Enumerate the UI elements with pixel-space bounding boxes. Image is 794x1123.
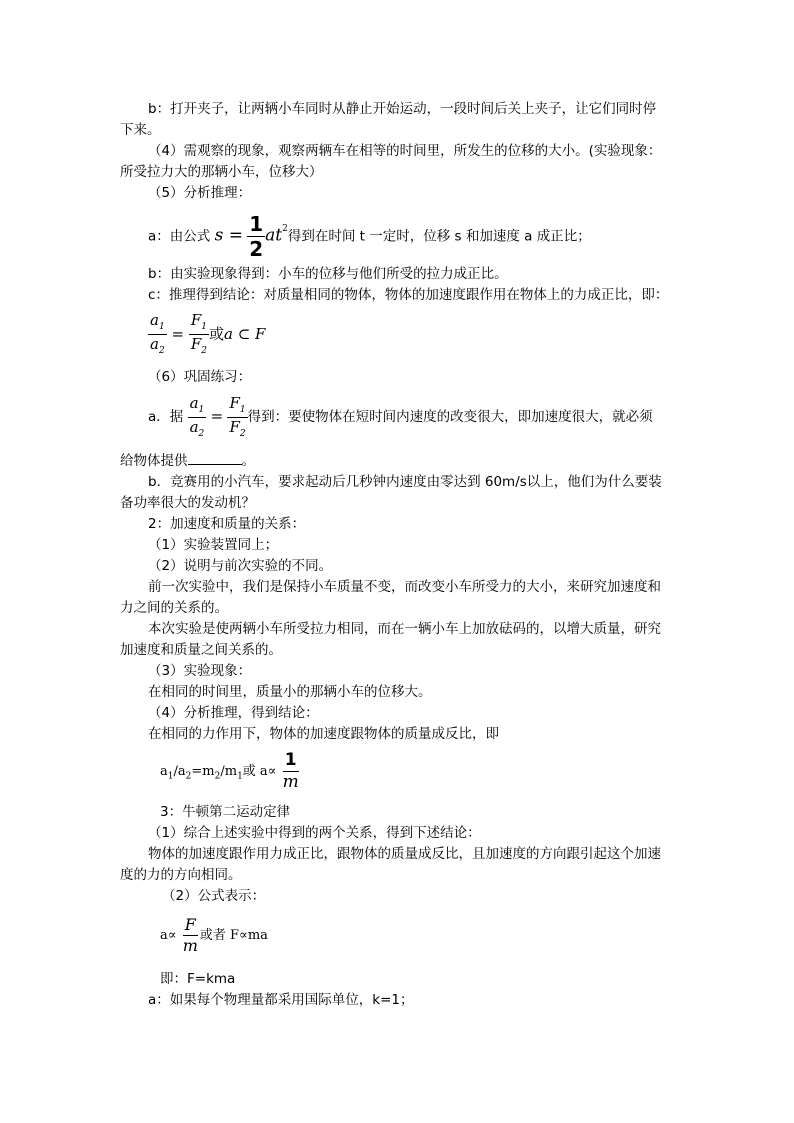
fraction-denominator: m — [282, 772, 299, 792]
formula-text: 或者 F∝ma — [199, 928, 268, 943]
paragraph: 在相同的力作用下，物体的加速度跟物体的质量成反比，即 — [148, 726, 499, 742]
formula-subscript: 1 — [201, 322, 207, 333]
fraction-a1-a2 — [148, 312, 167, 357]
paragraph-fragment: a．据 — [148, 409, 184, 425]
formula-subscript: 1 — [167, 771, 174, 782]
formula-symbol: = — [210, 407, 224, 425]
formula-line-5 — [160, 912, 268, 960]
formula-symbol: = — [171, 325, 185, 343]
formula-subscript: 2 — [239, 428, 246, 439]
formula-symbol: a — [150, 311, 159, 330]
paragraph: （4）需观察的现象，观察两辆车在相等的时间里，所发生的位移的大小。(实验现象： — [148, 143, 662, 159]
formula-subscript: 2 — [185, 771, 192, 782]
formula-text: a — [160, 764, 168, 779]
paragraph: （6）巩固练习： — [148, 369, 252, 385]
formula-text: =m — [191, 764, 215, 779]
formula-text: /m — [220, 764, 238, 779]
paragraph: （4）分析推理，得到结论： — [148, 705, 319, 721]
formula-subscript: 2 — [158, 346, 165, 356]
paragraph: （1）实验装置同上； — [148, 537, 279, 553]
paragraph-fragment: 给物体提供 — [120, 453, 188, 469]
formula-symbol: F — [190, 335, 202, 353]
formula-symbol: F — [229, 417, 240, 436]
paragraph: 2：加速度和质量的关系： — [148, 516, 306, 532]
paragraph: 前一次实验中，我们是保持小车质量不变，而改变小车所受力的大小，来研究加速度和 — [148, 579, 661, 595]
fraction-numerator: 1 — [249, 212, 264, 236]
paragraph: c：推理得到结论：对质量相同的物体，物体的加速度跟作用在物体上的力成正比，即： — [148, 287, 669, 303]
fraction-denominator: 2 — [249, 237, 264, 261]
formula-line-2 — [148, 312, 265, 356]
paragraph: 3：牛顿第二运动定律 — [160, 804, 291, 820]
paragraph-fragment: 得到在时间 t 一定时，位移 s 和加速度 a 成正比； — [287, 228, 591, 245]
fraction-f1-f2 — [189, 312, 209, 357]
paragraph: b．竞赛用的小汽车，要求起动后几秒钟内速度由零达到 60m/s以上，他们为什么要装 — [148, 474, 662, 490]
formula-line-3 — [148, 394, 653, 438]
formula-text: /a — [173, 764, 186, 779]
formula-subscript: 1 — [158, 322, 165, 333]
formula-subscript: 1 — [239, 404, 246, 415]
fraction-half — [247, 213, 265, 260]
formula-line-1 — [148, 210, 591, 261]
fraction-denominator: m — [182, 936, 198, 955]
paragraph: 下来。 — [120, 122, 161, 138]
formula-symbol: at — [265, 225, 283, 246]
paragraph: （5）分析推理： — [148, 185, 252, 201]
paragraph: （3）实验现象： — [148, 663, 252, 679]
fraction-f-over-m — [181, 916, 200, 954]
paragraph: 所受拉力大的那辆小车，位移大） — [120, 164, 323, 180]
paragraph: b：打开夹子，让两辆小车同时从静止开始运动，一段时间后关上夹子，让它们同时停 — [148, 101, 657, 117]
formula-text: 或 — [208, 325, 224, 343]
answer-blank — [188, 451, 242, 465]
paragraph: 物体的加速度跟作用力成正比，跟物体的质量成反比，且加速度的方向跟引起这个加速 — [148, 846, 661, 862]
fraction-f1-f2 — [227, 395, 247, 440]
paragraph-fragment: a：由公式 — [148, 228, 211, 245]
fraction-numerator: F — [184, 915, 196, 935]
formula-symbol: F — [229, 393, 240, 412]
paragraph: （2）公式表示： — [162, 888, 266, 904]
paragraph: 力之间的关系的。 — [120, 600, 228, 616]
paragraph: 度的力的方向相同。 — [120, 867, 242, 883]
paragraph: 加速度和质量之间关系的。 — [120, 642, 282, 658]
formula-subscript: 2 — [198, 428, 205, 439]
formula-symbol: F — [190, 311, 202, 330]
fraction-numerator: 1 — [284, 750, 297, 771]
paragraph: 在相同的时间里，质量小的那辆小车的位移大。 — [148, 684, 432, 700]
paragraph: 备功率很大的发动机？ — [120, 495, 255, 511]
formula-text: a∝ — [160, 928, 177, 943]
fraction-one-over-m — [281, 751, 301, 791]
paragraph: b：由实验现象得到：小车的位移与他们所受的拉力成正比。 — [148, 266, 508, 282]
formula-symbol: a — [150, 335, 159, 353]
paragraph: 本次实验是使两辆小车所受拉力相同，而在一辆小车上加放砝码的，以增大质量，研究 — [148, 621, 661, 637]
paragraph: （1）综合上述实验中得到的两个关系，得到下述结论： — [148, 825, 481, 841]
formula-subscript: 1 — [237, 771, 243, 782]
paragraph: 给物体提供 。 — [120, 453, 255, 469]
formula-symbol: a — [189, 393, 199, 412]
formula-subscript: 2 — [214, 771, 221, 782]
paragraph: 即：F=kma — [160, 971, 236, 987]
paragraph: （2）说明与前次实验的不同。 — [148, 558, 333, 574]
formula-exponent: 2 — [282, 224, 288, 234]
formula-text: 或 a∝ — [242, 764, 277, 779]
fraction-a1-a2 — [188, 395, 207, 440]
formula-symbol: s = — [214, 225, 243, 246]
formula-line-4 — [160, 748, 301, 796]
formula-symbol: a — [189, 417, 199, 436]
paragraph: a：如果每个物理量都采用国际单位，k=1； — [148, 992, 414, 1008]
paragraph-fragment: 得到：要使物体在短时间内速度的改变很大，即加速度很大，就必须 — [247, 409, 653, 425]
formula-subscript: 2 — [201, 346, 207, 356]
formula-symbol: a ⊂ F — [224, 325, 266, 343]
formula-subscript: 1 — [198, 404, 205, 415]
